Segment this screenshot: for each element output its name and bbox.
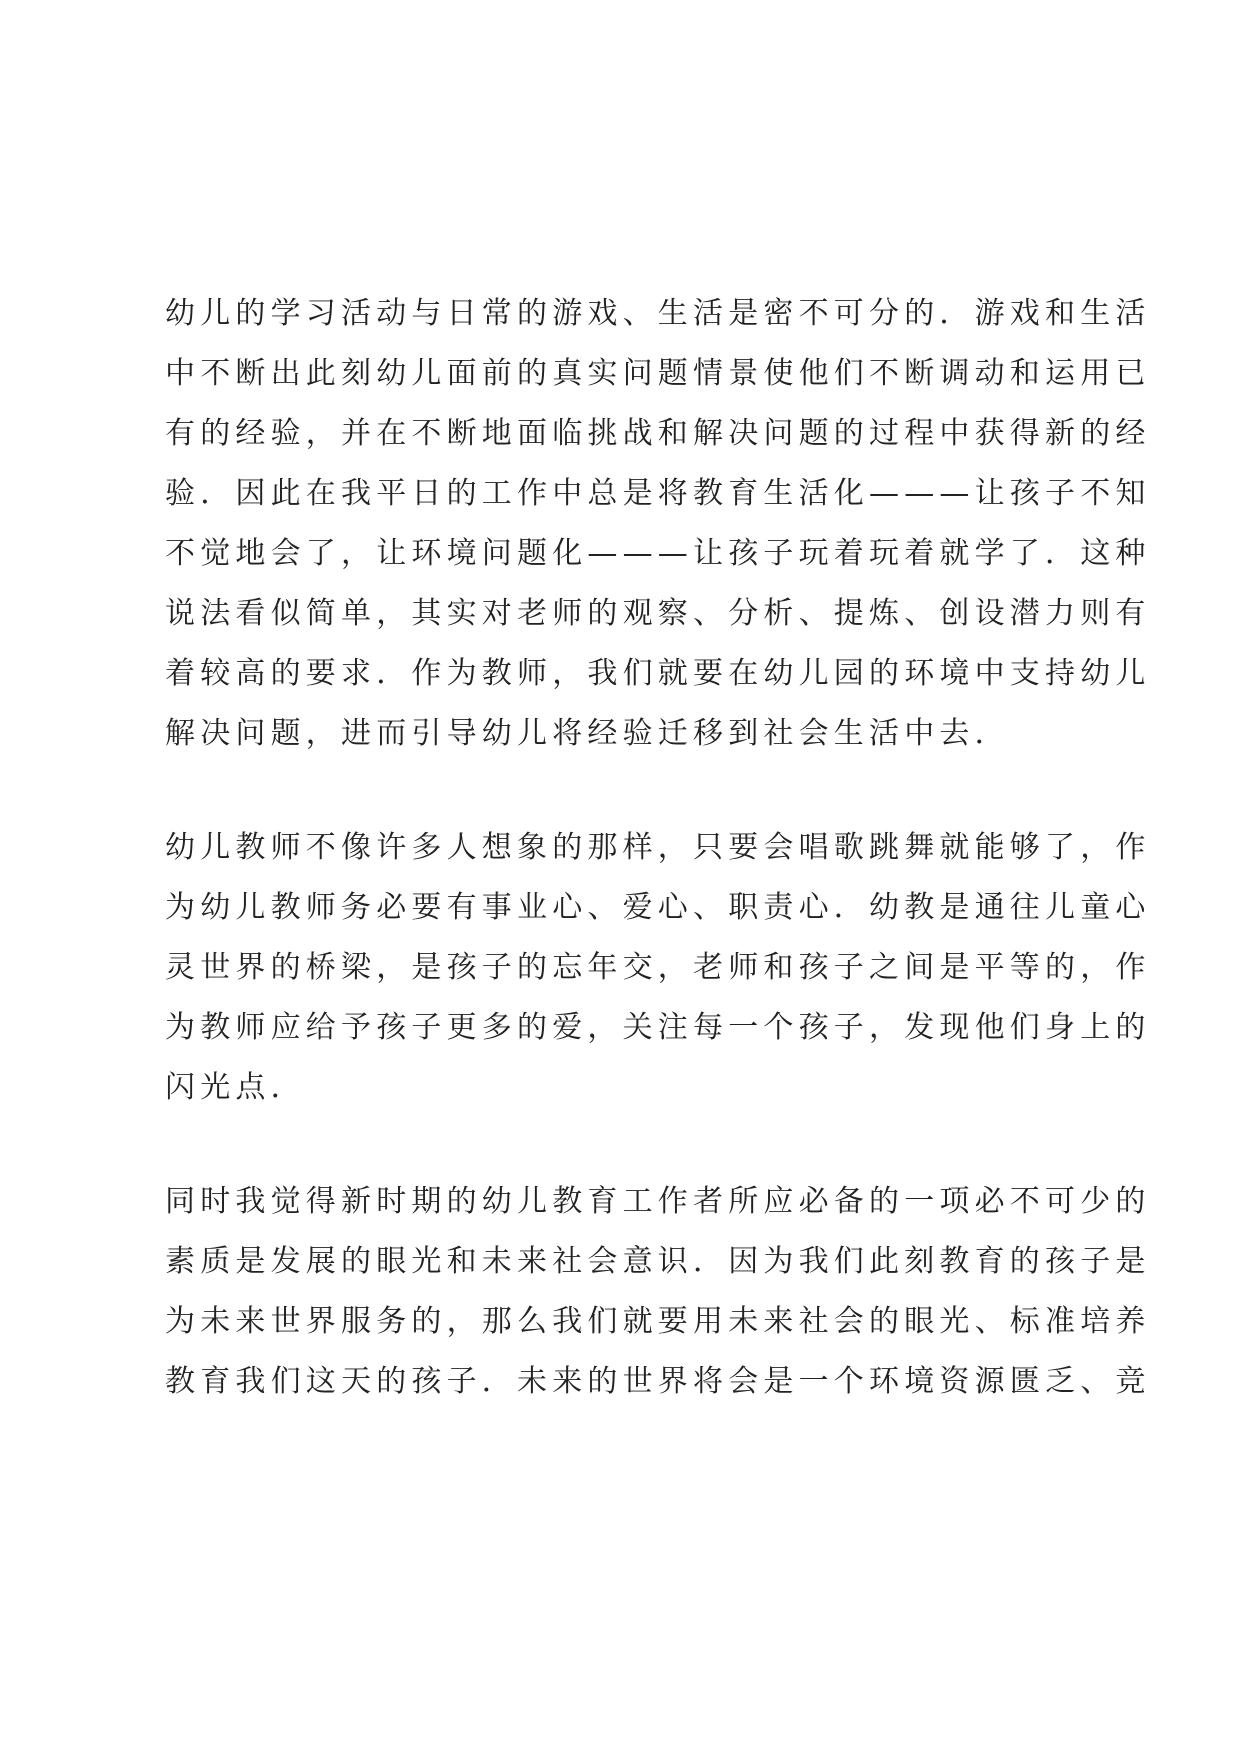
text-line: 说法看似简单，其实对老师的观察、分析、提炼、创设潜力则有 bbox=[165, 596, 1151, 631]
text-line: 不觉地会了，让环境问题化———让孩子玩着玩着就学了．这种 bbox=[165, 536, 1151, 571]
text-line: 教育我们这天的孩子．未来的世界将会是一个环境资源匮乏、竞 bbox=[165, 1364, 1151, 1399]
text-line: 素质是发展的眼光和未来社会意识．因为我们此刻教育的孩子是 bbox=[165, 1244, 1151, 1279]
text-line: 灵世界的桥梁，是孩子的忘年交，老师和孩子之间是平等的，作 bbox=[165, 950, 1151, 985]
text-line: 有的经验，并在不断地面临挑战和解决问题的过程中获得新的经 bbox=[165, 416, 1151, 451]
text-line: 为未来世界服务的，那么我们就要用未来社会的眼光、标准培养 bbox=[165, 1304, 1151, 1339]
text-line: 闪光点． bbox=[165, 1070, 306, 1105]
document-body bbox=[165, 284, 1151, 1412]
text-line: 着较高的要求．作为教师，我们就要在幼儿园的环境中支持幼儿 bbox=[165, 656, 1151, 691]
paragraph bbox=[165, 818, 1151, 1118]
text-line: 为幼儿教师务必要有事业心、爱心、职责心．幼教是通往儿童心 bbox=[165, 890, 1151, 925]
paragraph bbox=[165, 1172, 1151, 1412]
text-line: 解决问题，进而引导幼儿将经验迁移到社会生活中去． bbox=[165, 716, 1010, 751]
text-line: 为教师应给予孩子更多的爱，关注每一个孩子，发现他们身上的 bbox=[165, 1010, 1151, 1045]
text-line: 幼儿的学习活动与日常的游戏、生活是密不可分的．游戏和生活 bbox=[165, 296, 1151, 331]
text-line: 验．因此在我平日的工作中总是将教育生活化———让孩子不知 bbox=[165, 476, 1151, 511]
text-line: 中不断出此刻幼儿面前的真实问题情景使他们不断调动和运用已 bbox=[165, 356, 1151, 391]
paragraph bbox=[165, 284, 1151, 764]
paragraph-spacer bbox=[165, 1118, 1090, 1172]
paragraph-spacer bbox=[165, 764, 1090, 818]
text-line: 同时我觉得新时期的幼儿教育工作者所应必备的一项必不可少的 bbox=[165, 1184, 1151, 1219]
text-line: 幼儿教师不像许多人想象的那样，只要会唱歌跳舞就能够了，作 bbox=[165, 830, 1151, 865]
